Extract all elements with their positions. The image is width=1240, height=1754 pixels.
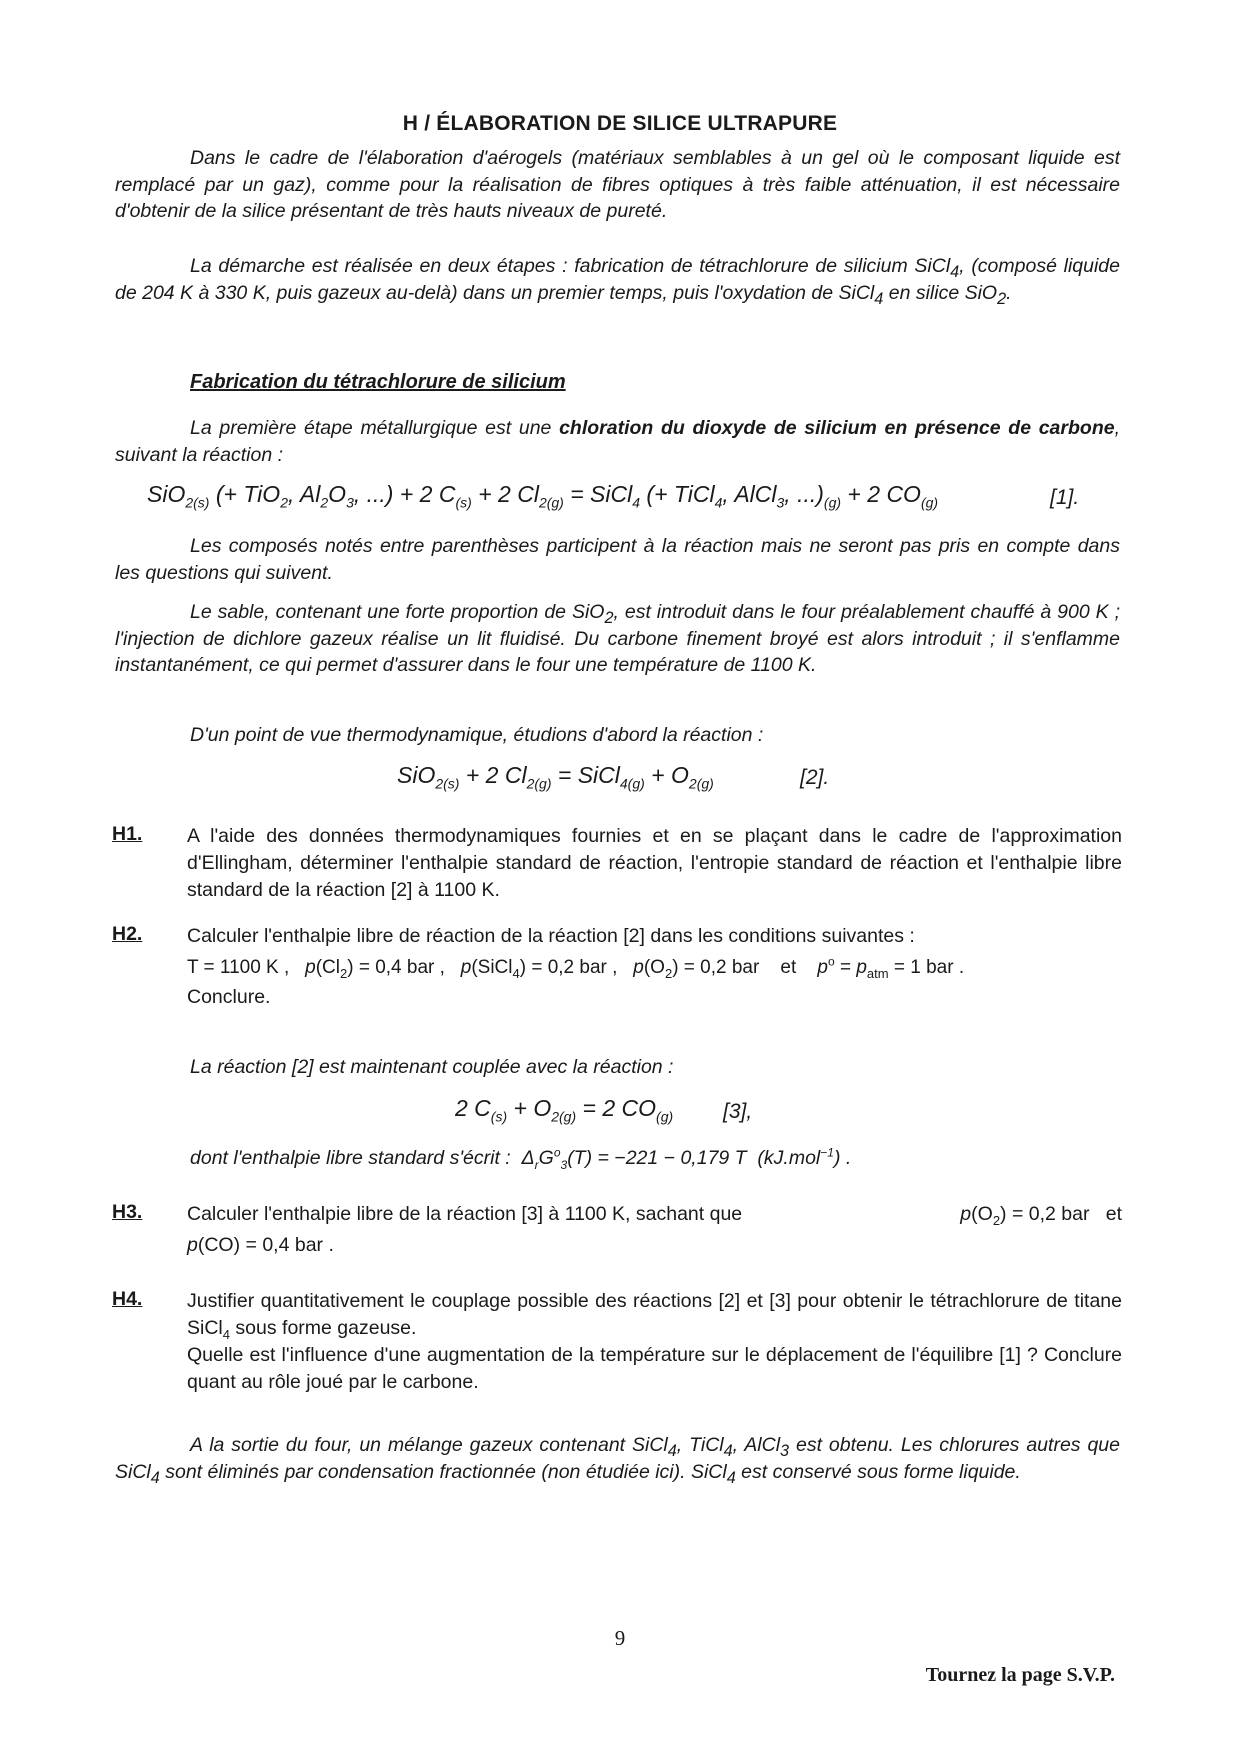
equation-1-ref: [1]. <box>1050 486 1080 509</box>
question-h1-label: H1. <box>112 823 143 845</box>
question-h3-label: H3. <box>112 1201 143 1223</box>
thermo-intro: D'un point de vue thermodynamique, étudions d'abord la réaction : <box>190 724 764 746</box>
step1-paragraph: La première étape métallurgique est une chloration du dioxyde de silicium en présence de carbone, suivant la réaction : <box>115 417 1120 466</box>
equation-3: 2 $C_{(s)} + O_{2(g)} = 2$ $CO_{(g)}$ <box>455 1095 674 1125</box>
section-title: H / ÉLABORATION DE SILICE ULTRAPURE <box>402 112 838 135</box>
question-h4-label: H4. <box>112 1288 143 1310</box>
question-h1-text: A l'aide des données thermodynamiques fournies et en se plaçant dans le cadre de l'approximation d'Ellingham, déterminer l'enthalpie standard de réaction, l'entropie standard de réaction et l'enthalpie libre standard de la réaction [2] à 1100 K. <box>187 825 1122 901</box>
question-h3-text: Calculer l'enthalpie libre de la réaction [3] à 1100 K, sachant que $p(O_2) = 0,2$ bar et p(CO) = 0,4 bar . <box>187 1203 1122 1256</box>
equation-1: SiO$_{2(s)}$ (+ TiO$_2$, $Al_2O_3$, ...) + 2 $C_{(s)} + 2$ $Cl_{2(g)}$ = SiCl$_4$ (+ TiCl$_4$, AlCl$_3$, $...)_{(g)} + 2$ $CO_{(g)}$ <box>147 481 939 511</box>
equation-2-ref: [2]. <box>800 766 830 789</box>
subsection-heading: Fabrication du tétrachlorure de silicium <box>190 371 566 393</box>
equation-3-ref: [3], <box>723 1100 753 1123</box>
footer-turn-page: Tournez la page S.V.P. <box>925 1664 1115 1686</box>
question-h4-text: Justifier quantitativement le couplage possible des réactions [2] et [3] pour obtenir le tétrachlorure de titane SiCl$_4$ sous forme gazeuse. Quelle est l'influence d'une augmentation de la température sur le déplacement de l'équilibre [1] ? Conclure quant au rôle joué par le carbone. <box>187 1290 1122 1393</box>
closing-paragraph: A la sortie du four, un mélange gazeux contenant SiCl$_4$, TiCl$_4$, AlCl$_3$ est obtenu. Les chlorures autres que SiCl$_4$ sont éliminés par condensation fractionnée (non étudiée ici). SiCl$_4$ est conservé sous forme liquide. <box>115 1434 1120 1487</box>
eq3-note: dont l'enthalpie libre standard s'écrit : $\Delta_rG^o_3(T) = -221 - 0,179$ T (kJ.mol$^{-1}$) . <box>190 1145 852 1172</box>
note-paragraph: Les composés notés entre parenthèses participent à la réaction mais ne seront pas pris en compte dans les questions qui suivent. <box>115 535 1120 584</box>
question-h2-text: Calculer l'enthalpie libre de réaction de la réaction [2] dans les conditions suivantes : T = 1100 K , $p(Cl_2) = 0,4$ bar , p(SiCl$_4$) = 0,2 bar , $p(O_2) = 0,2$ bar et $p^o = p_{atm} = 1$ bar . Conclure. <box>187 923 1122 1011</box>
coupled-intro: La réaction [2] est maintenant couplée avec la réaction : <box>190 1056 674 1078</box>
equation-2: SiO$_{2(s)}$ + 2 $Cl_{2(g)}$ = SiCl$_{4(g)}$ + $O_{2(g)}$ <box>397 762 714 792</box>
sand-paragraph: Le sable, contenant une forte proportion de SiO$_2$, est introduit dans le four préalablement chauffé à 900 K ; l'injection de dichlore gazeux réalise un lit fluidisé. Du carbone finement broyé est alors introduit ; il s'enflamme instantanément, ce qui permet d'assurer dans le four une température de 1100 K. <box>115 601 1120 676</box>
question-h2-label: H2. <box>112 923 143 945</box>
intro-paragraph-2: La démarche est réalisée en deux étapes : fabrication de tétrachlorure de silicium SiCl$_4$, (composé liquide de 204 K à 330 K, puis gazeux au-delà) dans un premier temps, puis l'oxydation de SiCl$_4$ en silice SiO$_2$. <box>115 255 1121 308</box>
h2-conditions: T = 1100 K , $p(Cl_2) = 0,4$ bar , p(SiCl$_4$) = 0,2 bar , $p(O_2) = 0,2$ bar et $p^o = p_{atm} = 1$ bar . <box>187 954 965 981</box>
page-number: 9 <box>614 1626 626 1650</box>
intro-paragraph-1: Dans le cadre de l'élaboration d'aérogels (matériaux semblables à un gel où le composant liquide est remplacé par un gaz), comme pour la réalisation de fibres optiques à très faible atténuation, il est nécessaire d'obtenir de la silice présentant de très hauts niveaux de pureté. <box>115 147 1120 222</box>
